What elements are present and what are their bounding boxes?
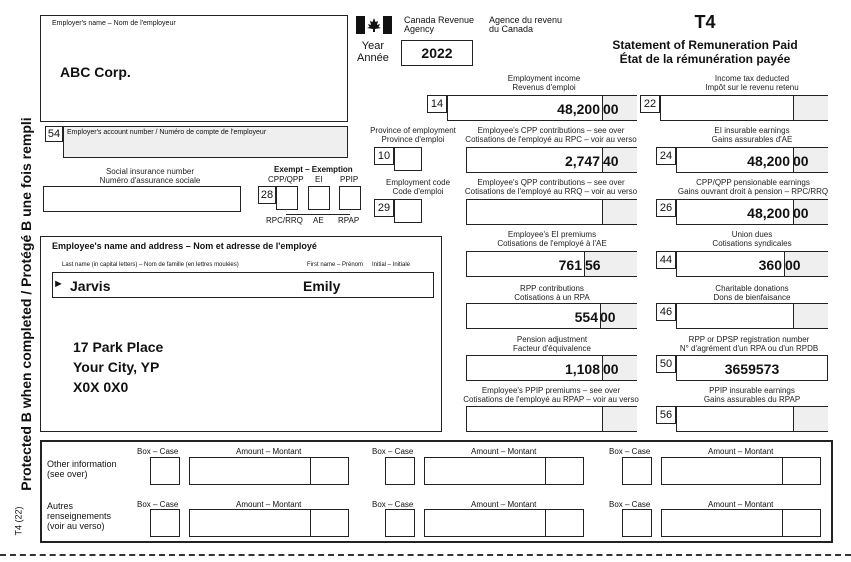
box-24-number: 24 [656, 147, 676, 165]
other-info-box-code-field[interactable] [385, 509, 415, 537]
other-info-amount-label: Amount – Montant [471, 447, 537, 456]
box-24-cents: 00 [793, 153, 809, 169]
other-info-box-label: Box – Case [609, 500, 651, 509]
box-18-label: Employee's EI premiums Cotisations de l'employé à l'AE [497, 230, 607, 248]
other-info-en: Other information (see over) [47, 459, 117, 479]
box-52-cents: 00 [603, 361, 619, 377]
box-24-label: EI insurable earnings Gains assurables d'AE [711, 126, 793, 144]
box-44-dollars: 360 [758, 257, 782, 273]
other-info-box-label: Box – Case [137, 447, 179, 456]
other-info-amount-field[interactable] [661, 509, 821, 537]
canada-flag-icon [356, 16, 392, 34]
box-14-dollars: 48,200 [557, 101, 600, 117]
box-44-number: 44 [656, 251, 676, 269]
box-18-dollars: 761 [558, 257, 582, 273]
form-title: T4 [694, 12, 716, 32]
box-50-number: 50 [656, 355, 676, 373]
box-56-label: PPIP insurable earnings Gains assurables du RPAP [703, 386, 801, 404]
box-26-number: 26 [656, 199, 676, 217]
box-52-label: Pension adjustment Facteur d'équivalence [512, 335, 592, 353]
box-24-dollars: 48,200 [747, 153, 790, 169]
box-46-number: 46 [656, 303, 676, 321]
box-55-field[interactable] [466, 406, 637, 432]
agency-en: Canada Revenue Agency [404, 15, 475, 34]
other-info-amount-label: Amount – Montant [708, 500, 774, 509]
other-info-amount-field[interactable] [189, 457, 349, 485]
box-54-label: Employer's account number / Numéro de compte de l'employeur [67, 129, 267, 136]
other-info-box-code-field[interactable] [622, 509, 652, 537]
address-line-1: 17 Park Place [73, 339, 164, 355]
cpp-qpp-label: CPP/QPP [268, 175, 304, 184]
year-value: 2022 [421, 45, 453, 61]
other-info-box-code-field[interactable] [150, 509, 180, 537]
box-46-field[interactable] [676, 303, 828, 329]
other-info-box-code-field[interactable] [622, 457, 652, 485]
box-44-label: Union dues Cotisations syndicales [712, 230, 792, 248]
address-line-2: Your City, YP [73, 359, 160, 375]
box-16-cents: 40 [603, 153, 619, 169]
box-28-ei-check[interactable] [308, 186, 330, 210]
box-22-label: Income tax deducted Impôt sur le revenu retenu [705, 74, 799, 92]
other-info-box-label: Box – Case [609, 447, 651, 456]
year-label: Year Année [357, 40, 389, 64]
title-fr: État de la rémunération payée [619, 52, 791, 66]
box-56-field[interactable] [676, 406, 828, 432]
other-info-fr: Autres renseignements (voir au verso) [47, 501, 112, 531]
box-14-cents: 00 [603, 101, 619, 117]
employee-first-name: Emily [303, 278, 341, 294]
ae-label: AE [313, 216, 324, 225]
box-50-label: RPP or DPSP registration number N° d'agrément d'un RPA ou d'un RPDB [679, 335, 819, 353]
box-50-value: 3659573 [724, 361, 780, 377]
box-14-label: Employment income Revenus d'emploi [507, 74, 581, 92]
other-info-box-label: Box – Case [372, 447, 414, 456]
perforation-line [0, 554, 851, 556]
last-name-label: Last name (in capital letters) – Nom de famille (en lettres moulées) [62, 262, 239, 268]
box-20-label: RPP contributions Cotisations à un RPA [514, 284, 590, 302]
box-26-dollars: 48,200 [747, 205, 790, 221]
other-info-amount-field[interactable] [424, 509, 584, 537]
box-12-field[interactable] [43, 186, 241, 212]
other-info-amount-label: Amount – Montant [708, 447, 774, 456]
exempt-connector [286, 210, 350, 215]
arrow-icon: ► [53, 278, 64, 290]
other-info-box-label: Box – Case [137, 500, 179, 509]
sin-label: Social insurance number Numéro d'assurance sociale [99, 167, 201, 185]
box-20-cents: 00 [600, 309, 616, 325]
ppip-label: PPIP [340, 175, 359, 184]
employer-name-label: Employer's name – Nom de l'employeur [52, 20, 176, 27]
ei-label: EI [315, 175, 323, 184]
box-28-number: 28 [258, 186, 276, 204]
box-28-ppip-check[interactable] [339, 186, 361, 210]
box-17-field[interactable] [466, 199, 637, 225]
other-info-amount-field[interactable] [661, 457, 821, 485]
first-name-label: First name – Prénom [307, 262, 364, 268]
employee-last-name: Jarvis [70, 278, 111, 294]
box-18-cents: 56 [585, 257, 601, 273]
box-20-dollars: 554 [574, 309, 598, 325]
other-info-box-label: Box – Case [372, 500, 414, 509]
employee-section-label: Employee's name and address – Nom et adresse de l'employé [52, 241, 317, 251]
box-56-number: 56 [656, 406, 676, 424]
rpc-rrq-label: RPC/RRQ [266, 216, 303, 225]
box-28-cpp-check[interactable] [276, 186, 298, 210]
box-44-cents: 00 [785, 257, 801, 273]
box-10-field[interactable] [394, 147, 422, 171]
box-16-dollars: 2,747 [564, 153, 600, 169]
box-29-field[interactable] [394, 199, 422, 223]
other-info-amount-field[interactable] [424, 457, 584, 485]
box-17-label: Employee's QPP contributions – see over Cotisations de l'employé au RRQ – voir au verso [464, 178, 638, 196]
form-code-side-text: T4 (22) [13, 506, 24, 536]
employer-name-value: ABC Corp. [60, 64, 131, 80]
employment-code-label: Employment code Code d'emploi [385, 178, 451, 196]
box-10-number: 10 [374, 147, 394, 165]
other-info-amount-label: Amount – Montant [471, 500, 537, 509]
protected-b-side-text: Protected B when completed / Protégé B une fois rempli [18, 117, 34, 491]
box-16-label: Employee's CPP contributions – see over Cotisations de l'employé au RPC – voir au verso [465, 126, 637, 144]
box-29-number: 29 [374, 199, 394, 217]
other-info-amount-field[interactable] [189, 509, 349, 537]
box-14-number: 14 [427, 95, 447, 113]
title-en: Statement of Remuneration Paid [612, 38, 798, 52]
other-info-amount-label: Amount – Montant [236, 500, 302, 509]
initial-label: Initial – Initiale [372, 262, 411, 268]
box-46-label: Charitable donations Dons de bienfaisance [713, 284, 791, 302]
other-info-amount-label: Amount – Montant [236, 447, 302, 456]
box-55-label: Employee's PPIP premiums – see over Cotisations de l'employé au RPAP – voir au verso [463, 386, 639, 404]
box-22-number: 22 [640, 95, 660, 113]
exempt-label: Exempt – Exemption [274, 165, 353, 174]
other-info-box-code-field[interactable] [150, 457, 180, 485]
agency-fr: Agence du revenu du Canada [489, 15, 563, 34]
box-52-dollars: 1,108 [564, 361, 600, 377]
province-label: Province of employment Province d'emploi [370, 126, 456, 144]
other-info-box-code-field[interactable] [385, 457, 415, 485]
box-26-cents: 00 [793, 205, 809, 221]
rpap-label: RPAP [338, 216, 360, 225]
box-22-field[interactable] [660, 95, 828, 121]
box-54-number: 54 [45, 126, 63, 142]
address-line-3: X0X 0X0 [73, 379, 129, 395]
box-26-label: CPP/QPP pensionable earnings Gains ouvrant droit à pension – RPC/RRQ [677, 178, 829, 196]
